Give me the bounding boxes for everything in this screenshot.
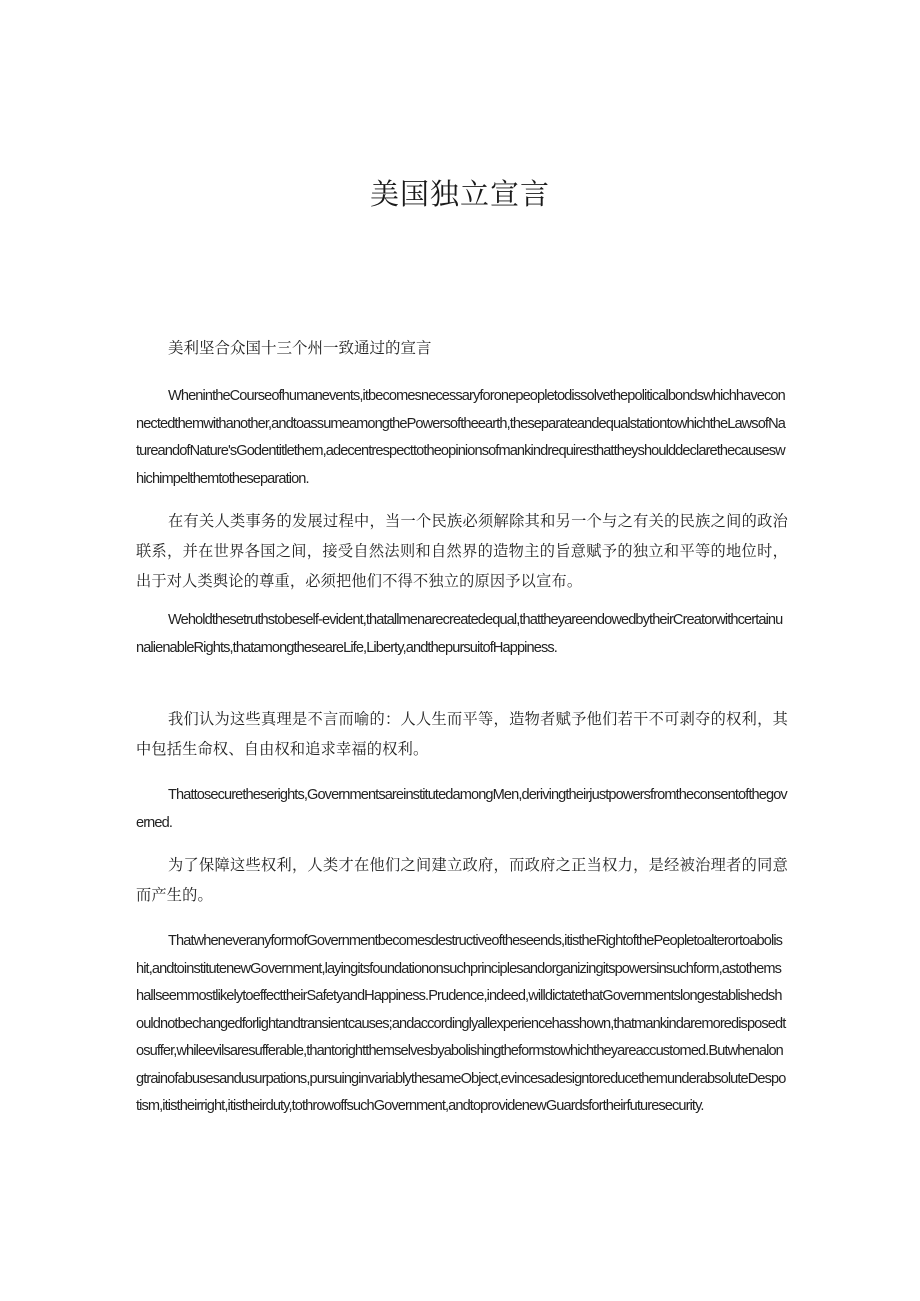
paragraph-english-3: Thattosecuretheserights,GovernmentsareinstitutedamongMen,derivingtheirjustpowersfromtheconsentofthegoverned. — [136, 787, 787, 831]
paragraph-chinese-1: 在有关人类事务的发展过程中，当一个民族必须解除其和另一个与之有关的民族之间的政治联系，并在世界各国之间，接受自然法则和自然界的造物主的旨意赋予的独立和平等的地位时，出于对人类舆论的尊重，必须把他们不得不独立的原因予以宣布。 — [136, 512, 788, 590]
paragraph-english-1: WhenintheCourseofhumanevents,itbecomesnecessaryforonepeopletodissolvethepoliticalbondswhichhaveconnectedthemwithanother,andtoassumeamongthePowersoftheearth,theseparateandequalstationtowhichtheLawsofNatureandofNature'sGodentitlethem,adecentrespecttotheopinionsofmankindrequiresthattheyshoulddeclarethecauseswhichimpelthemtotheseparation. — [136, 388, 785, 487]
paragraph-english-4: ThatwheneveranyformofGovernmentbecomesdestructiveoftheseends,itistheRightofthePeopletoalterortoabolishit,andtoinstitutenewGovernment,layingitsfoundationonsuchprinciplesandorganizingitspowersinsuchform,astothemshallseemmostlikelytoeffecttheirSafetyandHappiness.Prudence,indeed,willdictatethatGovernmentslongestablishedshouldnotbechangedforlightandtransientcauses;andaccordinglyallexperiencehasshown,thatmankindaremoredisposedtosuffer,whileevilsaresufferable,thantorightthemselvesbyabolishingtheformstowhichtheyareaccustomed.Butwhenalongtrainofabusesandusurpations,pursuinginvariablythesameObject,evincesadesigntoreducethemunderabsoluteDespotism,itistheirright,itistheirduty,tothrowoffsuchGovernment,andtoprovidenewGuardsfortheirfuturesecurity. — [136, 933, 786, 1114]
document-subtitle: 美利坚合众国十三个州一致通过的宣言 — [168, 339, 432, 357]
paragraph-chinese-2: 我们认为这些真理是不言而喻的：人人生而平等，造物者赋予他们若干不可剥夺的权利，其中包括生命权、自由权和追求幸福的权利。 — [136, 710, 788, 758]
page-title: 美国独立宣言 — [369, 177, 550, 211]
paragraph-chinese-3: 为了保障这些权利，人类才在他们之间建立政府，而政府之正当权力，是经被治理者的同意而产生的。 — [136, 856, 788, 904]
paragraph-english-2: Weholdthesetruthstobeself-evident,thatallmenarecreatedequal,thattheyareendowedbytheirCreatorwithcertainunalienableRights,thatamongtheseareLife,Liberty,andthepursuitofHappiness. — [136, 612, 783, 656]
